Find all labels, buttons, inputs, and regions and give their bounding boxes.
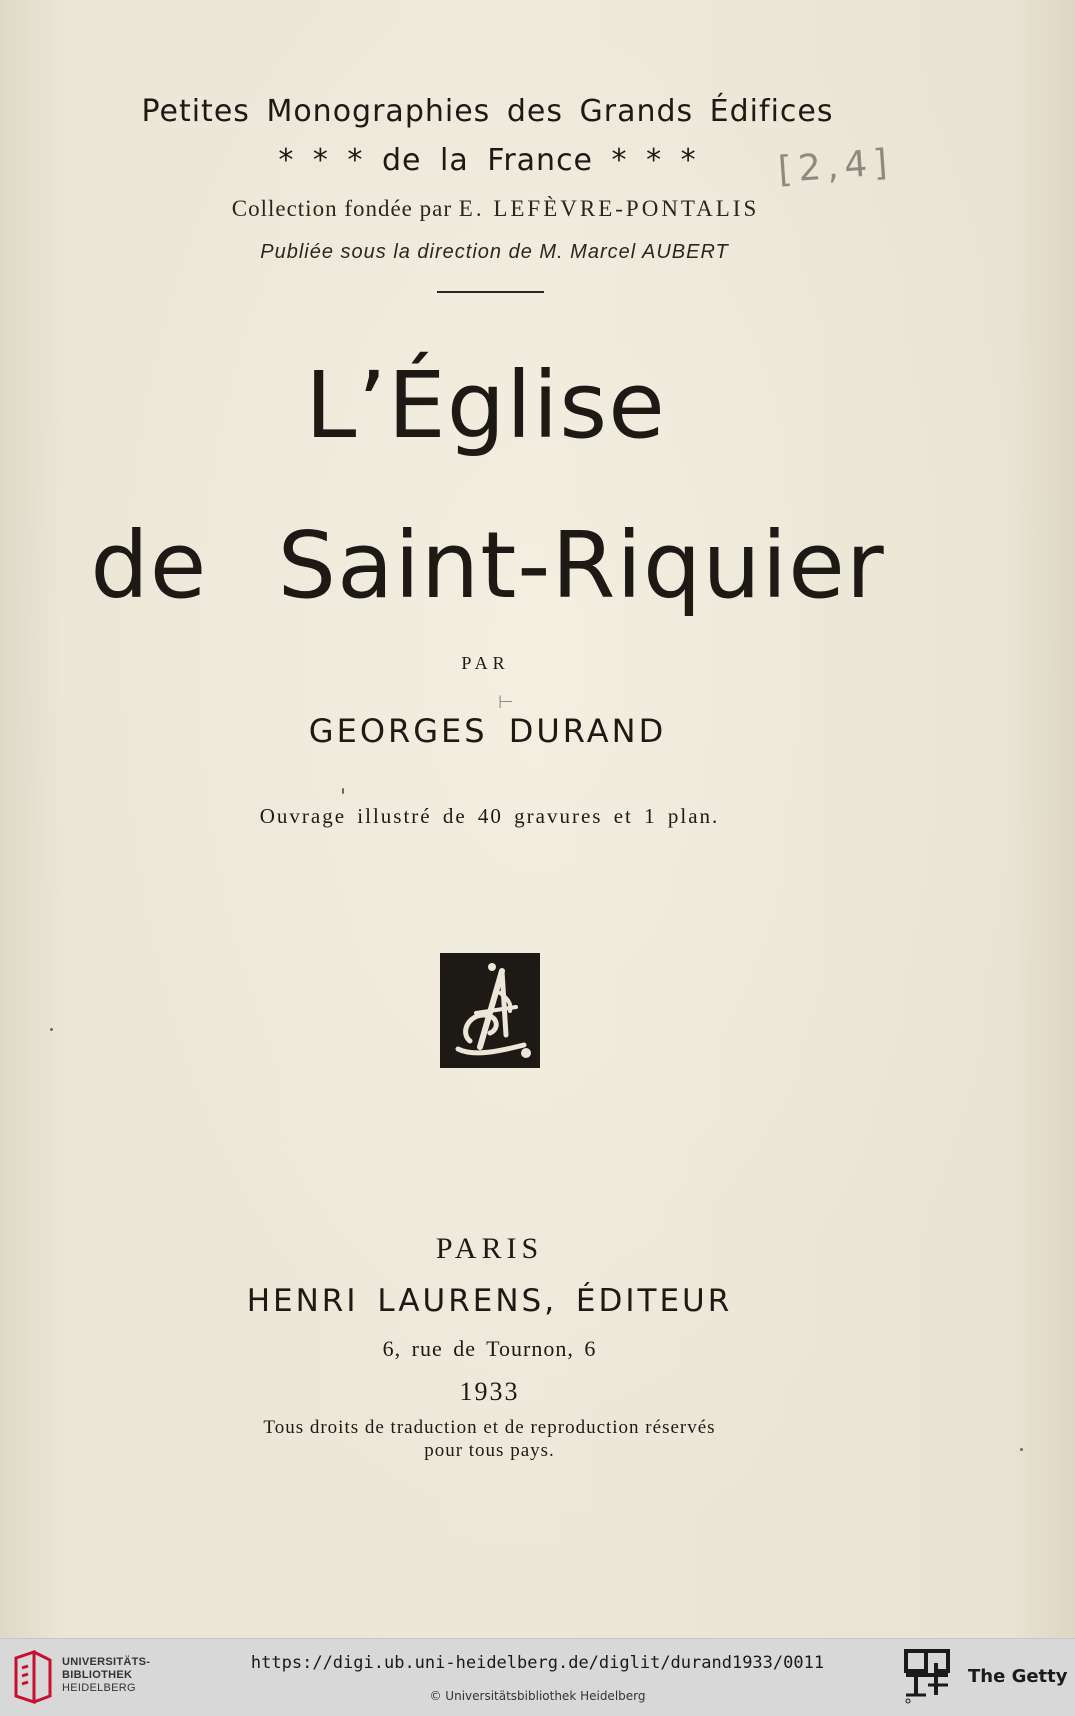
publisher-monogram-icon — [440, 953, 540, 1068]
rights-line-2: pour tous pays. — [424, 1440, 555, 1461]
library-name-line-3: HEIDELBERG — [62, 1682, 136, 1694]
imprint-publisher: HENRI LAURENS, ÉDITEUR — [246, 1283, 733, 1319]
rights-line-1: Tous droits de traduction et de reproduction réservés — [263, 1417, 716, 1438]
paper-speck — [50, 1028, 53, 1031]
copyright-notice: © Universitätsbibliothek Heidelberg — [429, 1689, 646, 1703]
collection-founder: E. LEFÈVRE-PONTALIS — [458, 196, 760, 221]
imprint-city: PARIS — [435, 1232, 544, 1265]
library-name-line-2: BIBLIOTHEK — [62, 1669, 133, 1681]
paper-speck — [342, 788, 344, 794]
imprint-address: 6, rue de Tournon, 6 — [382, 1336, 597, 1361]
by-label: PAR — [461, 653, 510, 673]
illustrations-note: Ouvrage illustré de 40 gravures et 1 plan. — [259, 804, 720, 828]
paper-speck — [1020, 1448, 1023, 1451]
partner-name: The Getty — [968, 1666, 1068, 1687]
author-name: GEORGES DURAND — [308, 712, 667, 750]
collection-line — [0, 196, 1033, 222]
book-title-line-2: de Saint-Riquier — [90, 512, 885, 619]
direction-line: Publiée sous la direction de M. Marcel AUBERT — [260, 241, 729, 263]
book-title-line-1: L’Église — [305, 352, 666, 459]
pencil-mark: ⊢ — [498, 692, 514, 712]
handwritten-shelf-note: [2,4] — [776, 142, 895, 191]
viewer-footer-bar — [0, 1638, 1075, 1716]
divider-rule — [437, 291, 544, 293]
getty-logo-icon[interactable] — [904, 1649, 952, 1705]
imprint-year: 1933 — [459, 1377, 520, 1406]
collection-prefix: Collection fondée par — [231, 196, 453, 221]
series-title: Petites Monographies des Grands Édifices — [141, 94, 834, 129]
library-name-line-1: UNIVERSITÄTS- — [62, 1656, 151, 1668]
series-subtitle: * * * de la France * * * — [278, 143, 697, 178]
permalink-url[interactable]: https://digi.ub.uni-heidelberg.de/diglit/durand1933/0011 — [250, 1653, 825, 1673]
